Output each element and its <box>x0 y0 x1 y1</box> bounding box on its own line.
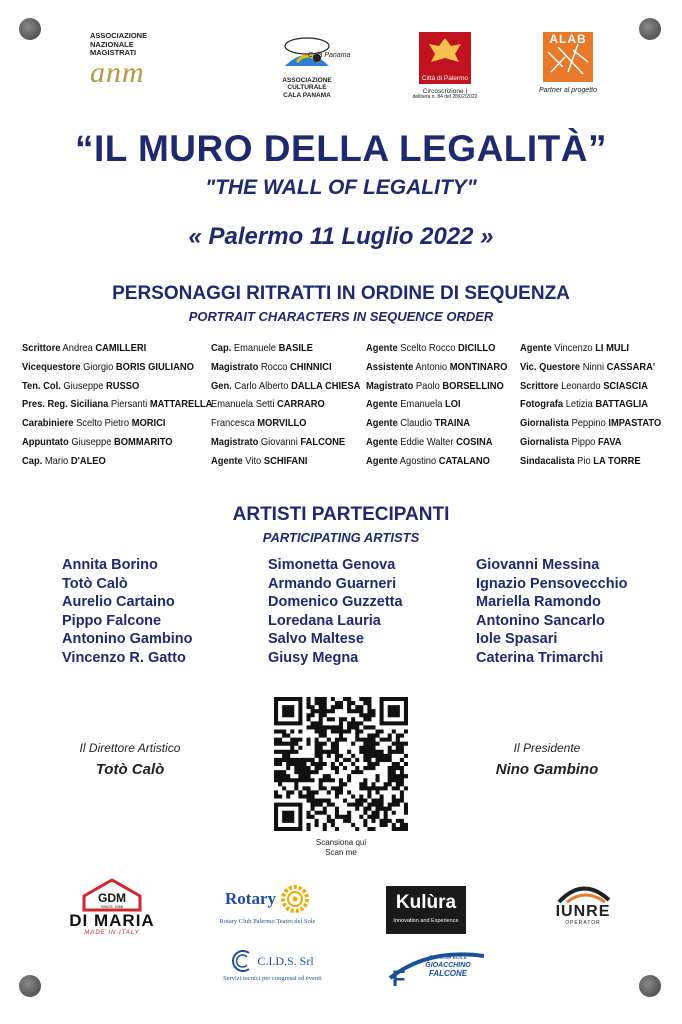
character-given-name: Vito <box>245 455 262 467</box>
character-given-name: Scelto Pietro <box>76 418 130 430</box>
director-role: Il Direttore Artistico <box>79 741 181 755</box>
artist-name: Annita Borino <box>62 557 158 573</box>
character-given-name: Vincenzo <box>554 343 593 354</box>
artists-column-3 <box>476 557 628 669</box>
cala-panama-logo <box>262 32 352 102</box>
palermo-delibera: delibera n. 84 del 28/02/2022 <box>412 94 478 101</box>
artist-name: Caterina Trimarchi <box>476 649 604 666</box>
artist-name: Salvo Maltese <box>268 631 364 648</box>
character-role: Magistrato <box>211 436 259 448</box>
eagle-crest-icon <box>419 32 471 72</box>
artists-heading: ARTISTI PARTECIPANTI <box>232 504 450 525</box>
artists-column-1 <box>62 557 192 669</box>
corner-screw-top-left <box>19 18 41 40</box>
characters-column-2 <box>211 343 377 475</box>
character-given-name: Peppino <box>571 418 606 430</box>
page-subtitle: "THE WALL OF LEGALITY" <box>205 176 477 199</box>
character-given-name: Piersanti <box>110 399 148 411</box>
qr-caption-line1: Scansiona qui <box>315 838 367 847</box>
character-given-name: Mario <box>44 455 69 467</box>
iunre-logo <box>548 880 618 940</box>
character-role: Magistrato <box>211 361 259 373</box>
character-given-name: Paolo <box>415 380 440 392</box>
character-role: Pres. Reg. Siciliana <box>22 399 109 411</box>
artist-name: Aurelio Cartaino <box>62 594 175 611</box>
character-entry <box>211 418 360 437</box>
character-entry <box>366 362 507 381</box>
character-entry <box>366 418 507 437</box>
corner-screw-top-right <box>639 18 661 40</box>
signature-right <box>447 741 647 778</box>
gdm-house-icon <box>80 878 144 912</box>
character-surname: CHINNICI <box>290 361 332 373</box>
artist-name: Loredana Lauria <box>268 612 381 629</box>
director-name: Totò Calò <box>95 761 165 778</box>
character-entry <box>22 381 212 400</box>
president-name: Nino Gambino <box>495 761 599 778</box>
character-entry <box>520 343 661 362</box>
character-surname: SCHIFANI <box>263 455 308 467</box>
president-role: Il Presidente <box>513 741 581 755</box>
character-given-name: Andrea <box>62 343 93 354</box>
anm-line2: NAZIONALE <box>90 39 134 49</box>
palermo-logo <box>405 32 485 107</box>
character-surname: CAMILLERI <box>95 343 147 354</box>
rotary-club: Rotary Club Palermo Teatro del Sole <box>219 918 316 925</box>
artists-column-2 <box>268 557 403 669</box>
character-surname: BORIS GIULIANO <box>115 361 194 373</box>
character-given-name: Giorgio <box>83 361 114 373</box>
character-surname: SCIASCIA <box>603 380 648 392</box>
character-given-name: Emanuele <box>233 343 276 354</box>
falcone-line1: IMPRESA EDILE <box>428 955 468 961</box>
character-surname: LA TORRE <box>593 455 641 467</box>
cids-wave-icon <box>231 950 253 972</box>
character-entry <box>366 399 507 418</box>
alab-caption: Partner al progetto <box>539 87 597 94</box>
cala-panama-script: Cala Panama <box>308 52 351 59</box>
character-role: Cap. <box>22 455 43 467</box>
character-role: Giornalista <box>520 436 569 448</box>
character-given-name: Antonio <box>415 361 448 373</box>
qr-finder-center <box>388 705 400 717</box>
gdm-since-text: SINCE 1968 <box>100 904 124 909</box>
rotary-logo <box>205 884 330 939</box>
characters-subheading: PORTRAIT CHARACTERS IN SEQUENCE ORDER <box>188 309 494 324</box>
characters-heading: PERSONAGGI RITRATTI IN ORDINE DI SEQUENZA <box>112 283 570 304</box>
alab-logo <box>533 32 603 102</box>
character-surname: CARRARO <box>277 399 325 411</box>
character-given-name: Leonardo <box>561 380 601 392</box>
anm-mark: anm <box>90 55 145 89</box>
artist-name: Giovanni Messina <box>476 557 600 573</box>
character-given-name: Emanuela <box>400 399 443 411</box>
artist-name: Ignazio Pensovecchio <box>476 575 628 592</box>
qr-code[interactable] <box>274 697 408 831</box>
artist-name: Antonino Sancarlo <box>476 612 605 629</box>
characters-column-3 <box>366 343 523 475</box>
character-entry <box>211 343 360 362</box>
character-role: Appuntato <box>22 436 69 448</box>
character-given-name: Pio <box>577 455 591 467</box>
character-entry <box>22 418 212 437</box>
character-surname: LOI <box>445 399 461 411</box>
character-role: Sindacalista <box>520 455 575 467</box>
alab-mark <box>543 32 593 82</box>
palermo-circoscrizione: Circoscrizione I <box>422 88 468 95</box>
artist-name: Iole Spasari <box>476 631 558 648</box>
palermo-badge <box>419 32 471 84</box>
character-surname: LI MULI <box>595 343 629 354</box>
character-surname: CASSARA' <box>606 361 656 373</box>
character-given-name: Agostino <box>399 455 437 467</box>
qr-finder-center <box>282 811 294 823</box>
cids-logo <box>205 950 340 992</box>
qr-caption-line2: Scan me <box>325 847 357 857</box>
character-entry <box>520 456 661 475</box>
character-surname: TRAINA <box>434 418 470 430</box>
character-role: Agente <box>366 418 398 430</box>
character-role: Vicequestore <box>22 361 81 373</box>
rotary-wheel-icon <box>280 884 310 914</box>
character-surname: RUSSO <box>106 380 140 392</box>
character-entry <box>22 362 212 381</box>
character-role: Agente <box>211 455 243 467</box>
character-given-name: Claudio <box>400 418 433 430</box>
alab-pattern-icon <box>543 32 593 82</box>
character-given-name: Giuseppe <box>71 436 112 448</box>
character-surname: BOMMARITO <box>113 436 173 448</box>
character-role: Assistente <box>366 361 414 373</box>
character-surname: FALCONE <box>300 436 346 448</box>
character-entry <box>211 399 360 418</box>
kulura-logo <box>386 886 466 934</box>
character-surname: DALLA CHIESA <box>291 380 361 392</box>
gdm-top-text: GDM <box>98 891 126 905</box>
qr-caption <box>274 838 408 857</box>
alab-mark-text: ALAB <box>549 32 587 46</box>
character-entry <box>366 456 507 475</box>
anm-line1: ASSOCIAZIONE <box>90 31 148 40</box>
artist-name: Vincenzo R. Gatto <box>62 649 186 666</box>
anm-line3: MAGISTRATI <box>90 48 137 58</box>
character-role: Agente <box>366 343 398 354</box>
character-entry <box>520 437 661 456</box>
artist-name: Giusy Megna <box>268 649 359 666</box>
corner-screw-bottom-right <box>639 975 661 997</box>
character-role: Cap. <box>211 343 232 354</box>
character-given-name: Scelto Rocco <box>400 343 456 354</box>
character-entry <box>366 343 507 362</box>
character-role: Gen. <box>211 380 232 392</box>
artist-name: Armando Guarneri <box>268 575 397 592</box>
character-surname: IMPASTATO <box>608 418 662 430</box>
character-surname: FAVA <box>597 436 622 448</box>
signature-left <box>30 741 230 778</box>
character-entry <box>211 437 360 456</box>
character-given-name: Francesca <box>211 418 255 430</box>
character-surname: MONTINARO <box>449 361 508 373</box>
falcone-line3: FALCONE <box>428 969 468 978</box>
character-given-name: Emanuela Setti <box>211 399 275 411</box>
character-role: Fotografa <box>520 399 564 411</box>
corner-screw-bottom-left <box>19 975 41 997</box>
character-given-name: Pippo <box>571 436 596 448</box>
character-role: Ten. Col. <box>22 380 61 392</box>
character-surname: BASILE <box>278 343 313 354</box>
characters-column-4 <box>520 343 677 475</box>
iunre-tag: OPERATOR <box>565 920 601 926</box>
character-entry <box>520 399 661 418</box>
character-surname: BORSELLINO <box>442 380 504 392</box>
character-entry <box>520 362 661 381</box>
falcone-line2: GIOACCHINO <box>425 962 471 969</box>
character-role: Magistrato <box>366 380 414 392</box>
falcone-logo <box>388 948 488 990</box>
character-role: Carabiniere <box>22 418 74 430</box>
character-entry <box>366 437 507 456</box>
falcone-mark: F <box>392 966 406 990</box>
artist-name: Totò Calò <box>62 575 128 592</box>
character-given-name: Giovanni <box>260 436 298 448</box>
iunre-arc-icon <box>553 880 613 904</box>
cala-panama-line2: CALA PANAMA <box>283 91 331 99</box>
cids-name: C.I.D.S. Srl <box>257 953 314 968</box>
artist-name: Mariella Ramondo <box>476 594 601 611</box>
artist-name: Pippo Falcone <box>62 612 162 629</box>
character-given-name: Ninni <box>582 361 605 373</box>
character-role: Giornalista <box>520 418 569 430</box>
character-role: Scrittore <box>520 380 559 392</box>
character-surname: D'ALEO <box>70 455 106 467</box>
gdm-logo <box>62 878 162 948</box>
cala-panama-line1: ASSOCIAZIONE CULTURALE <box>282 77 332 92</box>
artists-subheading: PARTICIPATING ARTISTS <box>262 530 420 545</box>
character-given-name: Rocco <box>260 361 288 373</box>
event-date: « Palermo 11 Luglio 2022 » <box>188 223 494 250</box>
character-surname: MATTARELLA <box>149 399 213 411</box>
character-surname: BATTAGLIA <box>595 399 649 411</box>
character-surname: DICILLO <box>457 343 496 354</box>
character-role: Agente <box>366 399 398 411</box>
iunre-name: IUNRE <box>555 903 611 920</box>
gdm-tag: MADE IN ITALY <box>84 930 140 936</box>
character-role: Agente <box>366 436 398 448</box>
rotary-name: Rotary <box>225 889 276 908</box>
character-role: Agente <box>520 343 552 354</box>
character-entry <box>22 343 212 362</box>
character-role: Agente <box>366 455 398 467</box>
character-entry <box>22 437 212 456</box>
character-surname: COSINA <box>456 436 493 448</box>
character-entry <box>520 381 661 400</box>
artist-name: Simonetta Genova <box>268 557 396 573</box>
character-entry <box>366 381 507 400</box>
character-entry <box>211 362 360 381</box>
palermo-name: Città di Palermo <box>421 75 469 82</box>
artist-name: Domenico Guzzetta <box>268 594 403 611</box>
character-entry <box>22 399 212 418</box>
character-given-name: Giuseppe <box>63 380 104 392</box>
artist-name: Antonino Gambino <box>62 631 193 648</box>
character-entry <box>22 456 212 475</box>
character-surname: CATALANO <box>438 455 490 467</box>
qr-finder-center <box>282 705 294 717</box>
kulura-name: Kulùra <box>395 892 457 913</box>
character-given-name: Letizia <box>565 399 593 411</box>
character-entry <box>211 456 360 475</box>
characters-column-1 <box>22 343 234 475</box>
character-role: Scrittore <box>22 343 61 354</box>
character-entry <box>520 418 661 437</box>
page-title: “IL MURO DELLA LEGALITÀ” <box>74 128 608 169</box>
character-surname: MORVILLO <box>257 418 307 430</box>
character-role: Vic. Questore <box>520 361 581 373</box>
character-entry <box>211 381 360 400</box>
cids-tag: Servizi tecnici per congressi ed eventi <box>223 975 322 982</box>
character-given-name: Carlo Alberto <box>234 380 289 392</box>
character-surname: MORICI <box>131 418 166 430</box>
kulura-tag: Innovation and Experience <box>393 918 459 924</box>
qr-code-icon <box>274 697 408 831</box>
anm-logo <box>90 32 210 92</box>
gdm-name: DI MARIA <box>69 911 155 930</box>
character-given-name: Eddie Walter <box>400 436 454 448</box>
falcone-mark-icon <box>388 948 488 990</box>
